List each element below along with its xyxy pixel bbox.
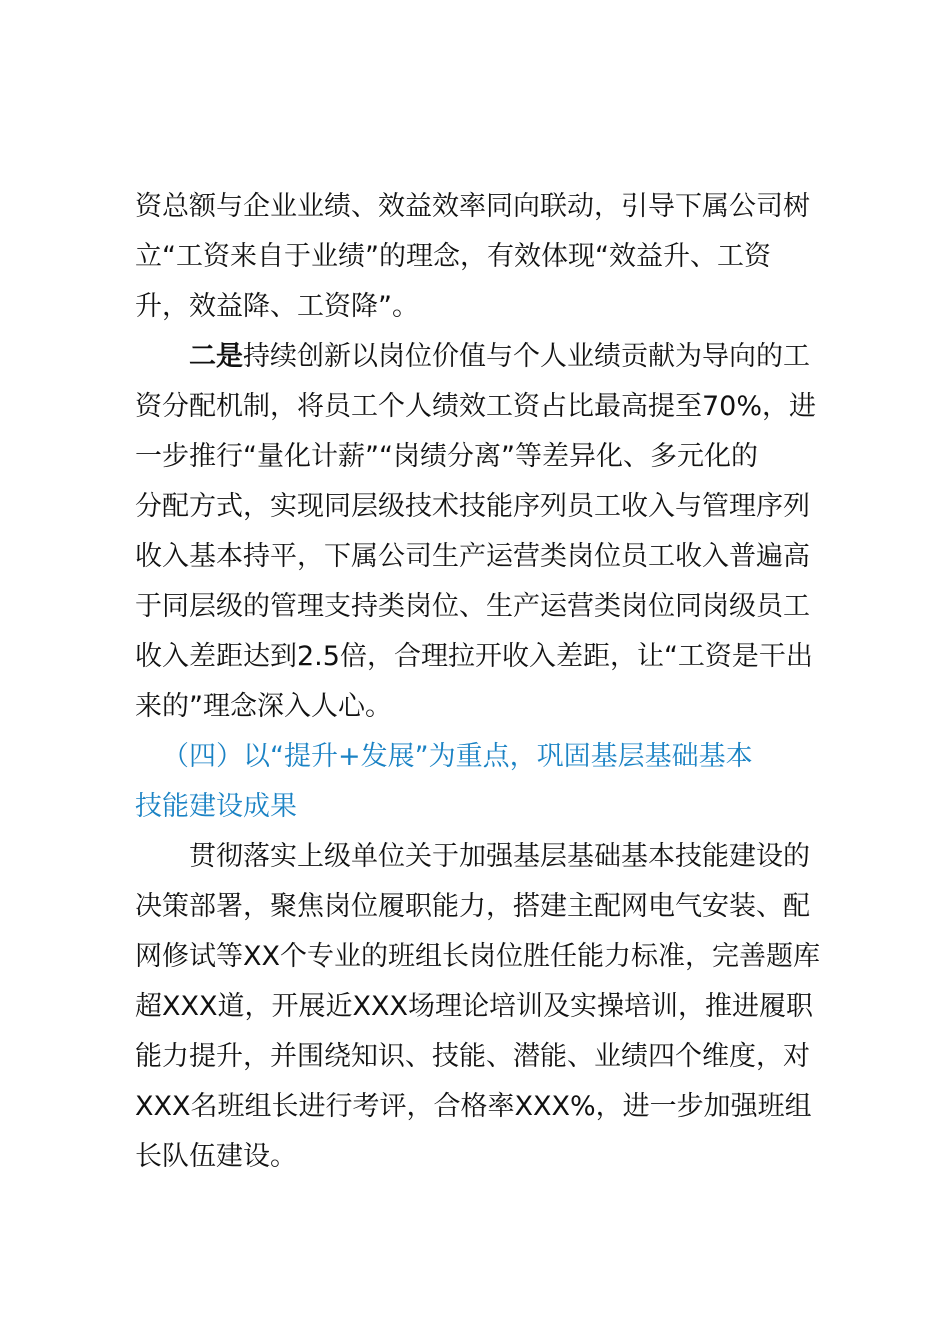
text-line: 超XXX道，开展近XXX场理论培训及实操培训，推进履职: [135, 991, 813, 1022]
text-line: 分配方式，实现同层级技术技能序列员工收入与管理序列: [135, 491, 810, 522]
text-line: 收入差距达到2.5倍，合理拉开收入差距，让“工资是干出: [135, 641, 813, 672]
text-line: 于同层级的管理支持类岗位、生产运营类岗位同岗级员工: [135, 591, 810, 622]
text-line: 能力提升，并围绕知识、技能、潜能、业绩四个维度，对: [135, 1041, 810, 1072]
heading-line: （四）以“提升+发展”为重点，巩固基层基础基本: [162, 741, 753, 772]
text-line: 来的”理念深入人心。: [135, 691, 392, 722]
text-line: 立“工资来自于业绩”的理念，有效体现“效益升、工资: [135, 241, 771, 272]
text-line-first: 贯彻落实上级单位关于加强基层基础基本技能建设的: [189, 841, 810, 872]
text-line-first: [189, 340, 810, 374]
text-line: 决策部署，聚焦岗位履职能力，搭建主配网电气安装、配: [135, 891, 810, 922]
heading-line: 技能建设成果: [135, 791, 297, 822]
text-line: XXX名班组长进行考评，合格率XXX%，进一步加强班组: [135, 1091, 812, 1122]
text-span: 持续创新以岗位价值与个人业绩贡献为导向的工: [243, 341, 810, 372]
paragraph-lead: 二是: [189, 341, 243, 372]
text-line: 升，效益降、工资降”。: [135, 291, 419, 322]
text-line: 资总额与企业业绩、效益效率同向联动，引导下属公司树: [135, 191, 810, 222]
text-line: 一步推行“量化计薪”“岗绩分离”等差异化、多元化的: [135, 441, 758, 472]
text-line: 网修试等XX个专业的班组长岗位胜任能力标准，完善题库: [135, 941, 820, 972]
text-line: 收入基本持平，下属公司生产运营类岗位员工收入普遍高: [135, 541, 810, 572]
text-line: 长队伍建设。: [135, 1141, 297, 1172]
text-line: 资分配机制，将员工个人绩效工资占比最高提至70%，进: [135, 391, 817, 422]
